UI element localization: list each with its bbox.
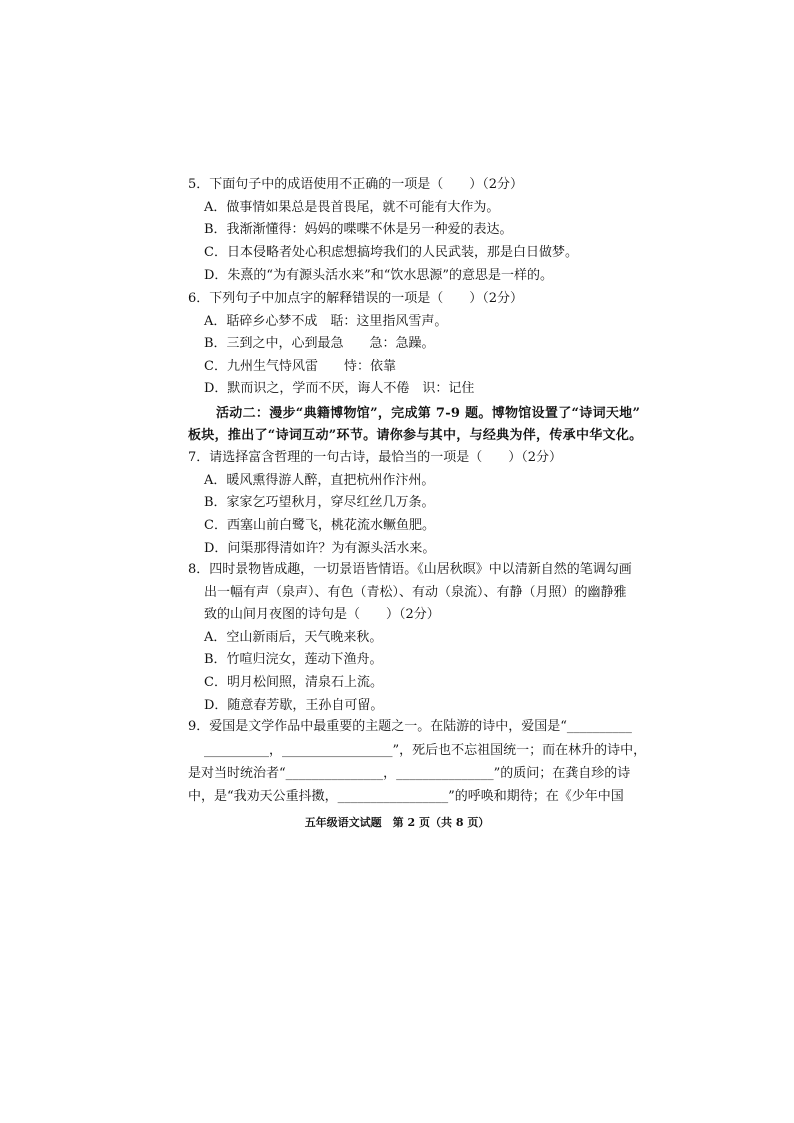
q9-line2: __________，_________________”，死后也不忘祖国统一；而在林升的诗中， xyxy=(204,743,647,758)
page-footer: 五年级语文试题 第 2 页（共 8 页） xyxy=(304,816,490,829)
q6-stem: 6．下列句子中加点字的解释错误的一项是（ ）（2分） xyxy=(188,291,524,306)
q7-option-c: C．西塞山前白鹭飞，桃花流水鳜鱼肥。 xyxy=(204,518,435,533)
q5-option-a: A．做事情如果总是畏首畏尾，就不可能有大作为。 xyxy=(204,200,500,215)
q9-line3: 是对当时统治者“_______________，_______________”的质问；在龚自珍的诗 xyxy=(188,766,631,781)
q8-option-d: D．随意春芳歇，王孙自可留。 xyxy=(204,698,384,713)
q9-line4: 中，是“我劝天公重抖擞，_________________”的呼唤和期待；在《少年中国 xyxy=(188,789,624,804)
q7-option-b: B．家家乞巧望秋月，穿尽红丝几万条。 xyxy=(204,495,435,510)
q6-option-a: A．聒碎乡心梦不成 聒：这里指风雪声。 xyxy=(204,314,448,329)
activity2-intro-line2: 板块，推出了“诗词互动”环节。请你参与其中，与经典为伴，传承中华文化。 xyxy=(188,428,643,443)
q6-option-c: C．九州生气恃风雷 恃：依靠 xyxy=(204,359,396,374)
q8-stem-line3: 致的山间月夜图的诗句是（ ）（2分） xyxy=(204,607,440,622)
q5-option-c: C．日本侵略者处心积虑想搞垮我们的人民武装，那是白日做梦。 xyxy=(204,245,578,260)
q9-line1: 9．爱国是文学作品中最重要的主题之一。在陆游的诗中，爱国是“__________ xyxy=(188,719,632,734)
q6-option-d: D．默而识之，学而不厌，诲人不倦 识：记住 xyxy=(204,381,475,396)
q5-stem: 5．下面句子中的成语使用不正确的一项是（ ）（2分） xyxy=(188,177,524,192)
q8-option-a: A．空山新雨后，天气晚来秋。 xyxy=(204,630,383,645)
q8-stem-line1: 8．四时景物皆成趣，一切景语皆情语。《山居秋暝》中以清新自然的笔调勾画 xyxy=(188,562,632,577)
q6-option-b: B．三到之中，心到最急 急：急躁。 xyxy=(204,336,435,351)
q7-option-a: A．暖风熏得游人醉，直把杭州作汴州。 xyxy=(204,473,435,488)
q8-option-b: B．竹喧归浣女，莲动下渔舟。 xyxy=(204,652,383,667)
q8-stem-line2: 出一幅有声（泉声）、有色（青松）、有动（泉流）、有静（月照）的幽静雅 xyxy=(204,585,627,600)
q5-option-d: D．朱熹的“为有源头活水来”和“饮水思源”的意思是一样的。 xyxy=(204,268,554,283)
q8-option-c: C．明月松间照，清泉石上流。 xyxy=(204,675,383,690)
q5-option-b: B．我渐渐懂得：妈妈的喋喋不休是另一种爱的表达。 xyxy=(204,222,513,237)
q7-option-d: D．问渠那得清如许？为有源头活水来。 xyxy=(204,541,436,556)
q7-stem: 7．请选择富含哲理的一句古诗，最恰当的一项是（ ）（2分） xyxy=(188,450,563,465)
activity2-intro-line1: 活动二：漫步“典籍博物馆”，完成第 7-9 题。博物馆设置了“诗词天地” xyxy=(216,406,641,421)
